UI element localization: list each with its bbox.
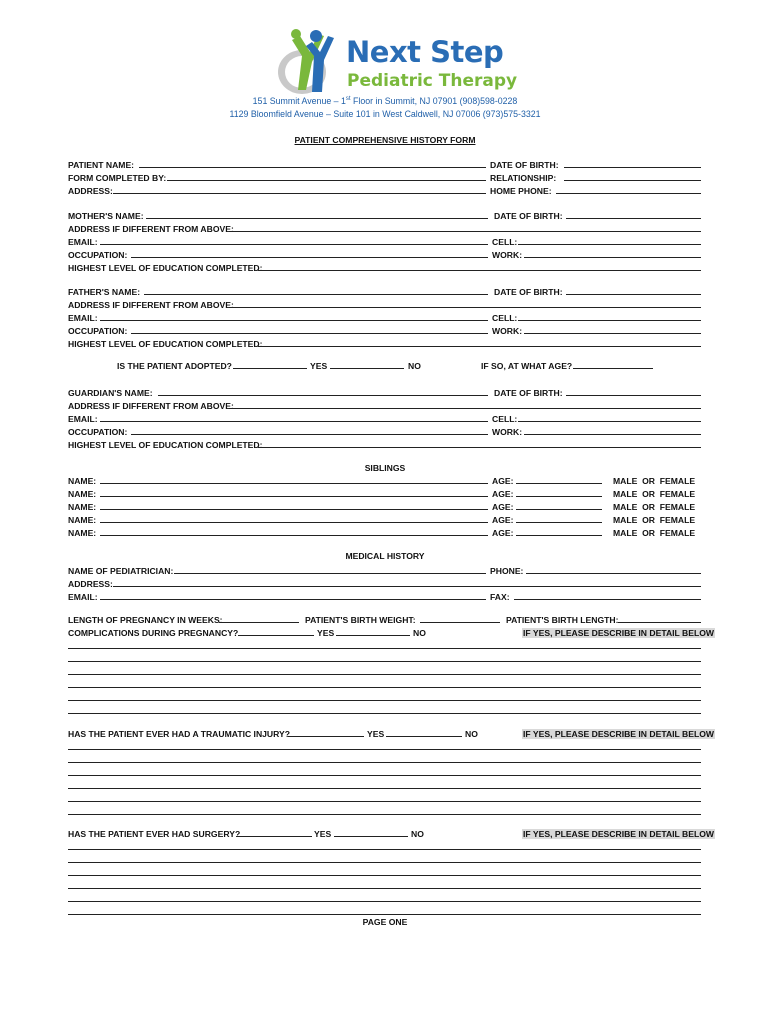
- complications-yes-field[interactable]: [238, 635, 314, 636]
- sibling-sex-options[interactable]: MALE OR FEMALE: [613, 515, 696, 525]
- mother-dob-label: DATE OF BIRTH:: [494, 211, 563, 221]
- detail-line[interactable]: [68, 849, 701, 850]
- sibling-name-label: NAME:: [68, 515, 97, 525]
- pediatrician-address-field[interactable]: [113, 586, 701, 587]
- detail-line[interactable]: [68, 862, 701, 863]
- adopted-no-label: NO: [408, 361, 421, 371]
- guardian-email-label: EMAIL:: [68, 414, 98, 424]
- sibling-age-label: AGE:: [492, 489, 514, 499]
- sibling-sex-options[interactable]: MALE OR FEMALE: [613, 502, 696, 512]
- sibling-name-label: NAME:: [68, 476, 97, 486]
- father-address-label: ADDRESS IF DIFFERENT FROM ABOVE:: [68, 300, 234, 310]
- address-line-2: 1129 Bloomfield Avenue – Suite 101 in West Caldwell, NJ 07006 (973)575-3321: [229, 109, 541, 119]
- mother-email-field[interactable]: [100, 244, 488, 245]
- detail-line[interactable]: [68, 648, 701, 649]
- father-address-field[interactable]: [229, 307, 701, 308]
- pediatrician-label: NAME OF PEDIATRICIAN:: [68, 566, 174, 576]
- guardian-work-field[interactable]: [524, 434, 701, 435]
- patient-name-field[interactable]: [139, 167, 486, 168]
- injury-yes-field[interactable]: [288, 736, 364, 737]
- sibling-sex-options[interactable]: MALE OR FEMALE: [613, 528, 696, 538]
- address-line-1: 151 Summit Avenue – 1st Floor in Summit, NJ 07901 (908)598-0228: [252, 96, 518, 106]
- father-occupation-label: OCCUPATION:: [68, 326, 128, 336]
- guardian-education-field[interactable]: [258, 447, 701, 448]
- sibling-age-field[interactable]: [516, 483, 602, 484]
- siblings-heading: SIBLINGS: [364, 463, 406, 473]
- sibling-age-label: AGE:: [492, 528, 514, 538]
- home-phone-label: HOME PHONE:: [490, 186, 552, 196]
- guardian-work-label: WORK:: [492, 427, 523, 437]
- birth-length-field[interactable]: [618, 622, 701, 623]
- mother-name-label: MOTHER'S NAME:: [68, 211, 144, 221]
- form-title: PATIENT COMPREHENSIVE HISTORY FORM: [294, 135, 476, 145]
- pediatrician-address-label: ADDRESS:: [68, 579, 113, 589]
- sibling-age-field[interactable]: [516, 535, 602, 536]
- father-name-label: FATHER'S NAME:: [68, 287, 141, 297]
- pregnancy-length-label: LENGTH OF PREGNANCY IN WEEKS:: [68, 615, 223, 625]
- detail-line[interactable]: [68, 901, 701, 902]
- surgery-no-field[interactable]: [334, 836, 408, 837]
- father-dob-field[interactable]: [566, 294, 701, 295]
- guardian-dob-label: DATE OF BIRTH:: [494, 388, 563, 398]
- mother-education-field[interactable]: [258, 270, 701, 271]
- mother-name-field[interactable]: [146, 218, 488, 219]
- sibling-age-label: AGE:: [492, 476, 514, 486]
- pediatrician-field[interactable]: [174, 573, 486, 574]
- father-dob-label: DATE OF BIRTH:: [494, 287, 563, 297]
- mother-work-field[interactable]: [524, 257, 701, 258]
- relationship-label: RELATIONSHIP:: [490, 173, 557, 183]
- injury-no-field[interactable]: [386, 736, 462, 737]
- adopted-yes-field[interactable]: [233, 368, 307, 369]
- pregnancy-length-field[interactable]: [219, 622, 299, 623]
- surgery-describe-note: IF YES, PLEASE DESCRIBE IN DETAIL BELOW: [523, 829, 714, 839]
- sibling-name-field[interactable]: [100, 496, 488, 497]
- detail-line[interactable]: [68, 788, 701, 789]
- injury-describe-note: IF YES, PLEASE DESCRIBE IN DETAIL BELOW: [523, 729, 714, 739]
- detail-line[interactable]: [68, 875, 701, 876]
- injury-no-label: NO: [465, 729, 478, 739]
- guardian-education-label: HIGHEST LEVEL OF EDUCATION COMPLETED:: [68, 440, 263, 450]
- surgery-yes-field[interactable]: [236, 836, 312, 837]
- patient-address-field[interactable]: [113, 193, 486, 194]
- patient-dob-field[interactable]: [564, 167, 701, 168]
- birth-weight-field[interactable]: [420, 622, 500, 623]
- sibling-age-field[interactable]: [516, 496, 602, 497]
- complications-question: COMPLICATIONS DURING PREGNANCY?: [68, 628, 239, 638]
- pediatrician-fax-label: FAX:: [490, 592, 510, 602]
- father-cell-label: CELL:: [492, 313, 518, 323]
- father-education-label: HIGHEST LEVEL OF EDUCATION COMPLETED:: [68, 339, 263, 349]
- patient-address-label: ADDRESS:: [68, 186, 113, 196]
- sibling-name-label: NAME:: [68, 502, 97, 512]
- adopted-question: IS THE PATIENT ADOPTED?: [117, 361, 232, 371]
- sibling-age-field[interactable]: [516, 522, 602, 523]
- father-education-field[interactable]: [258, 346, 701, 347]
- completed-by-label: FORM COMPLETED BY:: [68, 173, 167, 183]
- father-email-field[interactable]: [100, 320, 488, 321]
- complications-no-label: NO: [413, 628, 426, 638]
- adopted-age-field[interactable]: [573, 368, 653, 369]
- guardian-occupation-field[interactable]: [131, 434, 488, 435]
- detail-line[interactable]: [68, 762, 701, 763]
- pediatrician-email-label: EMAIL:: [68, 592, 98, 602]
- guardian-cell-label: CELL:: [492, 414, 518, 424]
- brand-subtitle: Pediatric Therapy: [347, 71, 518, 91]
- medical-history-heading: MEDICAL HISTORY: [345, 551, 425, 561]
- pediatrician-phone-field[interactable]: [526, 573, 701, 574]
- surgery-no-label: NO: [411, 829, 424, 839]
- detail-line[interactable]: [68, 674, 701, 675]
- guardian-email-field[interactable]: [100, 421, 488, 422]
- mother-dob-field[interactable]: [566, 218, 701, 219]
- mother-address-label: ADDRESS IF DIFFERENT FROM ABOVE:: [68, 224, 234, 234]
- adopted-age-label: IF SO, AT WHAT AGE?: [481, 361, 573, 371]
- detail-line[interactable]: [68, 914, 701, 915]
- detail-line[interactable]: [68, 801, 701, 802]
- guardian-name-label: GUARDIAN'S NAME:: [68, 388, 153, 398]
- injury-yes-label: YES: [367, 729, 385, 739]
- sibling-name-field[interactable]: [100, 483, 488, 484]
- complications-describe-note: IF YES, PLEASE DESCRIBE IN DETAIL BELOW: [523, 628, 714, 638]
- home-phone-field[interactable]: [556, 193, 701, 194]
- detail-line[interactable]: [68, 700, 701, 701]
- birth-weight-label: PATIENT'S BIRTH WEIGHT:: [305, 615, 416, 625]
- injury-question: HAS THE PATIENT EVER HAD A TRAUMATIC INJURY?: [68, 729, 291, 739]
- sibling-sex-options[interactable]: MALE OR FEMALE: [613, 476, 696, 486]
- guardian-name-field[interactable]: [158, 395, 488, 396]
- sibling-name-field[interactable]: [100, 535, 488, 536]
- father-work-field[interactable]: [524, 333, 701, 334]
- sibling-name-field[interactable]: [100, 522, 488, 523]
- mother-occupation-label: OCCUPATION:: [68, 250, 128, 260]
- detail-line[interactable]: [68, 749, 701, 750]
- completed-by-field[interactable]: [167, 180, 486, 181]
- detail-line[interactable]: [68, 687, 701, 688]
- detail-line[interactable]: [68, 888, 701, 889]
- mother-work-label: WORK:: [492, 250, 523, 260]
- birth-length-label: PATIENT'S BIRTH LENGTH:: [506, 615, 619, 625]
- guardian-address-field[interactable]: [229, 408, 701, 409]
- detail-line[interactable]: [68, 713, 701, 714]
- mother-cell-field[interactable]: [518, 244, 701, 245]
- mother-cell-label: CELL:: [492, 237, 518, 247]
- sibling-age-label: AGE:: [492, 515, 514, 525]
- father-cell-field[interactable]: [518, 320, 701, 321]
- logo-figures-icon: [272, 26, 346, 96]
- sibling-age-field[interactable]: [516, 509, 602, 510]
- patient-dob-label: DATE OF BIRTH:: [490, 160, 559, 170]
- complications-yes-label: YES: [317, 628, 335, 638]
- detail-line[interactable]: [68, 661, 701, 662]
- sibling-name-label: NAME:: [68, 489, 97, 499]
- father-email-label: EMAIL:: [68, 313, 98, 323]
- detail-line[interactable]: [68, 814, 701, 815]
- sibling-name-field[interactable]: [100, 509, 488, 510]
- brand-name: Next Step: [346, 35, 504, 69]
- guardian-address-label: ADDRESS IF DIFFERENT FROM ABOVE:: [68, 401, 234, 411]
- complications-no-field[interactable]: [336, 635, 410, 636]
- pediatrician-fax-field[interactable]: [514, 599, 701, 600]
- relationship-field[interactable]: [564, 180, 701, 181]
- father-occupation-field[interactable]: [131, 333, 488, 334]
- father-name-field[interactable]: [144, 294, 488, 295]
- pediatrician-phone-label: PHONE:: [490, 566, 524, 576]
- patient-name-label: PATIENT NAME:: [68, 160, 135, 170]
- pediatrician-email-field[interactable]: [100, 599, 486, 600]
- sibling-sex-options[interactable]: MALE OR FEMALE: [613, 489, 696, 499]
- adopted-yes-label: YES: [310, 361, 328, 371]
- father-work-label: WORK:: [492, 326, 523, 336]
- mother-email-label: EMAIL:: [68, 237, 98, 247]
- surgery-question: HAS THE PATIENT EVER HAD SURGERY?: [68, 829, 241, 839]
- adopted-no-field[interactable]: [330, 368, 404, 369]
- mother-occupation-field[interactable]: [131, 257, 488, 258]
- sibling-age-label: AGE:: [492, 502, 514, 512]
- mother-address-field[interactable]: [229, 231, 701, 232]
- detail-line[interactable]: [68, 775, 701, 776]
- mother-education-label: HIGHEST LEVEL OF EDUCATION COMPLETED:: [68, 263, 263, 273]
- surgery-yes-label: YES: [314, 829, 332, 839]
- guardian-cell-field[interactable]: [518, 421, 701, 422]
- page-number: PAGE ONE: [362, 917, 408, 927]
- sibling-name-label: NAME:: [68, 528, 97, 538]
- guardian-occupation-label: OCCUPATION:: [68, 427, 128, 437]
- guardian-dob-field[interactable]: [566, 395, 701, 396]
